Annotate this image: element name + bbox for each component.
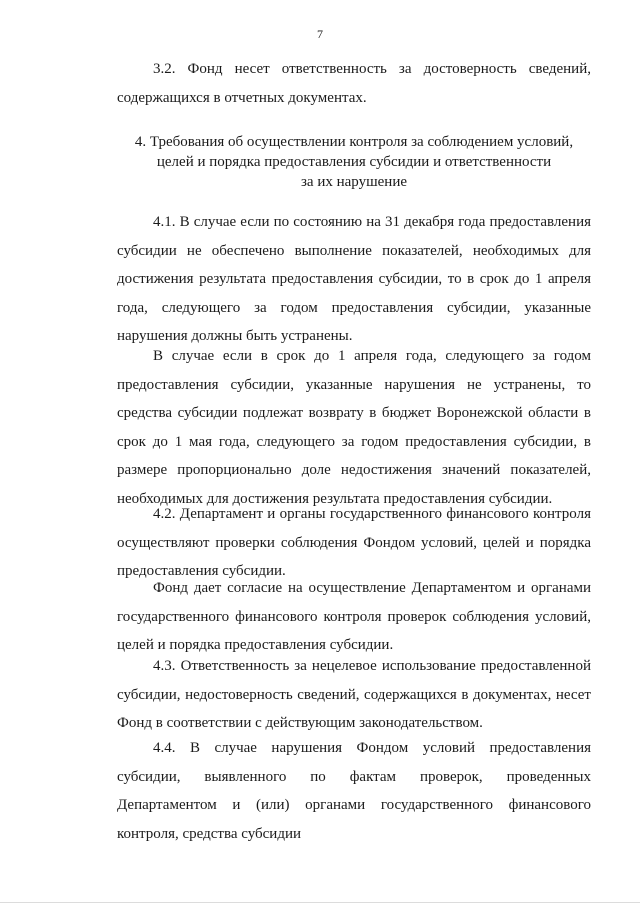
section-heading [117,132,591,192]
paragraph-4-4: 4.4. В случае нарушения Фондом условий предоставления субсидии, выявленного по фактам проверок, проведенных Департаментом и (или) органами государственного финансового контроля, средства субсидии [117,740,591,842]
heading-line-1: 4. Требования об осуществлении контроля за соблюдением условий, [134,134,574,150]
page-edge [0,902,640,903]
paragraph-4-1-continued: В случае если в срок до 1 апреля года, следующего за годом предоставления субсидии, указанные нарушения не устранены, то средства субсидии подлежат возврату в бюджет Воронежской области в срок до 1 мая года, следующего за годом предоставления субсидии, в размере пропорционально доле недостижения значений показателей, необходимых для достижения результата предоставления субсидии. [117,348,591,507]
paragraph-3-2: 3.2. Фонд несет ответственность за достоверность сведений, содержащихся в отчетных документах. [117,61,591,106]
paragraph-4-3: 4.3. Ответственность за нецелевое использование предоставленной субсидии, недостоверность сведений, содержащихся в документах, несет Фонд в соответствии с действующим законодательством. [117,658,591,731]
paragraph-4-2: 4.2. Департамент и органы государственного финансового контроля осуществляют проверки соблюдения Фондом условий, целей и порядка предоставления субсидии. [117,506,591,579]
heading-line-3: за их нарушение [300,174,408,190]
paragraph-4-2-continued: Фонд дает согласие на осуществление Департаментом и органами государственного финансового контроля проверок соблюдения условий, целей и порядка предоставления субсидии. [117,580,591,653]
page-number: 7 [317,27,323,41]
heading-line-2: целей и порядка предоставления субсидии и ответственности [156,154,552,170]
paragraph-4-1: 4.1. В случае если по состоянию на 31 декабря года предоставления субсидии не обеспечено выполнение показателей, необходимых для достижения результата предоставления субсидии, то в срок до 1 апреля года, следующего за годом предоставления субсидии, указанные нарушения должны быть устранены. [117,214,591,344]
